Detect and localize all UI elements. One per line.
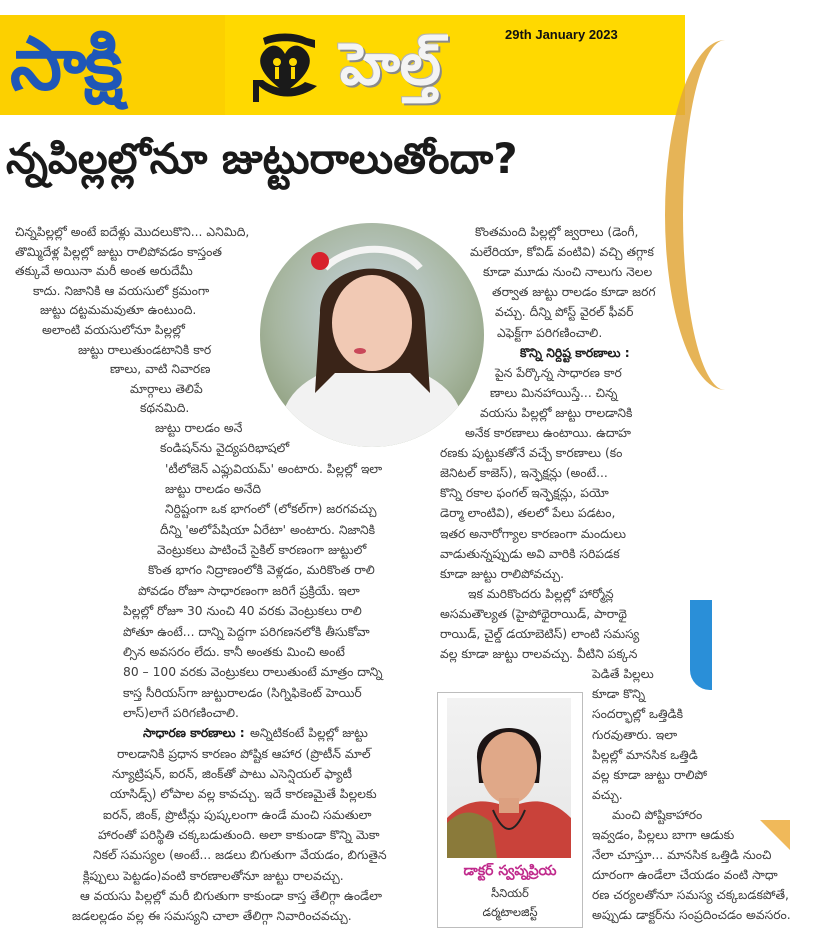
intro-text-line: తొమ్మిదేళ్ల పిల్లల్లో జుట్టు రాలిపోవడం కాస్తంత	[15, 244, 222, 259]
right-text-line: వచ్చు.	[592, 787, 623, 802]
intro-text-line: తక్కువే అయినా మరీ అంత అరుదేమీ	[15, 264, 193, 279]
right-text-line: అసమతౌల్యత (హైపోథైరాయిడ్, పారాథై	[440, 606, 627, 621]
intro-text-line: కాదు. నిజానికి ఆ వయసులో క్రమంగా	[33, 283, 210, 298]
right-text-line: వచ్చు. దీన్ని పోస్ట్ వైరల్ ఫీవర్	[495, 305, 634, 320]
doctor-name: డాక్టర్ స్వప్నప్రియ	[463, 863, 557, 879]
middle-text-line: ఐరన్, జింక్, ప్రొటీన్లు పుష్కలంగా ఉండే మంచి సమతులా	[103, 807, 372, 822]
middle-text-line: కండిషన్‌ను వైద్యపరిభాషలో	[160, 441, 290, 456]
middle-text-line: అన్నిటికంటే పిల్లల్లో జుట్టు	[250, 726, 368, 741]
intro-text-line: కథనమిది.	[140, 401, 190, 416]
intro-text-line: జుట్టు దట్టమమవుతూ ఉంటుంది.	[40, 303, 197, 318]
doctor-photo	[447, 698, 571, 858]
decorative-blue-shape	[690, 600, 712, 690]
right-text-line: రణకు పుట్టుకతోనే వచ్చే కారణాలు (కం	[440, 446, 623, 461]
right-text-line: ఇక మరికొందరు పిల్లల్లో హార్మోన్ల	[468, 586, 614, 601]
right-text-line: నేలా చూస్తూ... మానసిక ఒత్తిడి నుంచి	[592, 848, 772, 863]
middle-text-line: యాసిడ్స్) లోపాల వల్ల కావచ్చు. ఇదే కారణమైతే పిల్లలకు	[110, 787, 377, 802]
doctor-title: సీనియర్	[491, 886, 529, 900]
middle-text-line: జుట్టు రాలడం అనేది	[165, 482, 262, 497]
sakshi-logo: సాక్షి	[10, 21, 121, 107]
middle-text-line: ల్సిన అవసరం లేదు. కానీ అంతకు మించి అంటే	[123, 644, 345, 659]
right-text-line: జెనిటల్ కాజెస్), ఇన్ఫెక్షన్లు (అంటే...	[440, 466, 608, 481]
middle-text-line: నిర్దిష్టంగా ఒక భాగంలో (లోకల్‌గా) జరగవచ్చు	[165, 502, 377, 517]
right-text-line: వల్ల కూడా జుట్టు రాలవచ్చు. వీటిని పక్కన	[440, 647, 638, 662]
right-text-line: దూరంగా ఉండేలా చేయడం వంటి సాధా	[592, 868, 778, 883]
right-text-line: మలేరియా, కోవిడ్ వంటివి) వచ్చి తగ్గాక	[470, 245, 654, 260]
middle-text-line: జుట్టు రాలడం అనే	[155, 421, 243, 435]
intro-text-line: ణాలు, వాటి నివారణ	[110, 362, 211, 377]
right-text-line: రాయిడ్, చైల్డ్ డయాబెటిస్) లాంటి సమస్య	[440, 627, 640, 641]
middle-text-line: 'టీలోజెన్ ఎఫ్లువియమ్' అంటారు. పిల్లల్లో ఇలా	[165, 461, 383, 476]
doctor-specialty: డర్మటాలజిస్ట్	[482, 905, 538, 919]
right-text-line: కూడా జుట్టు రాలిపోవచ్చు.	[440, 566, 565, 581]
intro-text-line: చిన్నపిల్లల్లో అంటే ఐదేళ్లు మొదలుకొని... ఎనిమిది,	[15, 225, 250, 239]
middle-text-line: పోవడం రోజూ సాధారణంగా జరిగే ప్రక్రియే. ఇలా	[138, 583, 360, 598]
right-text-line: గురవుతారు. ఇలా	[592, 727, 678, 742]
middle-text-line: పిల్లల్లో రోజూ 30 నుంచి 40 వరకు వెంట్రుకలు రాలి	[123, 604, 362, 619]
intro-text-line: మార్గాలు తెలిపే	[130, 381, 203, 396]
right-text-line: పెడితే పిల్లలు	[592, 667, 654, 682]
subhead-common-causes: సాధారణ కారణాలు :	[143, 726, 245, 741]
doctor-profile-box	[437, 692, 583, 928]
right-text-line: పైన పేర్కొన్న సాధారణ కార	[495, 365, 622, 380]
right-text-line: అనేక కారణాలు ఉంటాయి. ఉదాహ	[465, 426, 632, 440]
middle-text-line: కొంత భాగం నిద్రాణంలోకి వెళ్లడం, మరికొంత రాలి	[148, 563, 375, 578]
middle-text-line: రాలడానికి ప్రధాన కారణం పోష్టిక ఆహార (ప్రొటీన్ మాల్	[117, 746, 371, 761]
middle-text-line: పోతూ ఉంటే... దాన్ని పెద్దగా పరిగణనలోకి తీసుకోవా	[123, 624, 370, 639]
right-text-line: పిల్లల్లో మానసిక ఒత్తిడి	[592, 747, 698, 762]
middle-text-line: హారంతో పరిస్థితి చక్కబడుతుంది. అలా కాకుండా కొన్ని మెకా	[98, 828, 380, 842]
middle-text-line: లాస్)లాగే పరిగణించాలి.	[123, 705, 239, 720]
right-text-line: వాడుతున్నప్పుడు అవి వారికి సరిపడక	[440, 546, 620, 561]
publication-date: 29th January 2023	[505, 27, 618, 42]
section-title-health: హెల్త్	[340, 30, 442, 98]
middle-text-line: న్యూట్రిషన్, ఐరన్, జింక్‌తో పాటు ఎసెన్షియల్ ఫ్యాటీ	[112, 766, 353, 781]
right-text-line: ఇతర అనారోగ్యాల కారణంగా మందులు	[440, 526, 627, 541]
health-care-hand-heart-icon	[245, 30, 325, 105]
right-text-line: కూడా కొన్ని	[592, 687, 646, 702]
right-text-line: వల్ల కూడా జుట్టు రాలిపో	[592, 767, 708, 782]
child-photo	[260, 223, 484, 447]
middle-text-line: 80 – 100 వరకు వెంట్రుకలు రాలుతుంటే మాత్రం దాన్ని	[123, 665, 383, 680]
intro-text-line: జుట్టు రాలుతుండటానికి కార	[78, 342, 212, 357]
right-text-line: తర్వాత జుట్టు రాలడం కూడా జరగ	[492, 285, 656, 300]
right-text-line: కొన్ని రకాల ఫంగల్ ఇన్ఫెక్షన్లు, పయో	[440, 486, 609, 501]
right-text-line: రణ చర్యలతోనూ సమస్య చక్కబడకపోతే,	[592, 888, 789, 903]
decorative-arc	[665, 40, 785, 390]
right-text-line: ణాలు మినహాయిస్తే... చిన్న	[490, 385, 618, 400]
right-text-line: వయసు పిల్లల్లో జుట్టు రాలడానికి	[480, 405, 633, 420]
right-text-line: అప్పుడు డాక్టర్‌ను సంప్రదించడం అవసరం.	[592, 908, 791, 923]
right-text-line: ఇవ్వడం, పిల్లలు బాగా ఆడుకు	[592, 828, 735, 842]
right-text-line: కూడా మూడు నుంచి నాలుగు నెలల	[483, 265, 653, 280]
subhead-specific-causes: కొన్ని నిర్దిష్ట కారణాలు :	[520, 345, 630, 360]
right-text-line: కొంతమంది పిల్లల్లో జ్వరాలు (డెంగీ,	[475, 225, 639, 239]
right-text-line: సందర్భాల్లో ఒత్తిడికి	[592, 707, 684, 722]
middle-text-line: కాస్త సీరియస్‌గా జుట్టురాలడం (సిగ్నిఫికెంట్ హెయిర్	[123, 685, 362, 700]
middle-text-line: క్లిప్పులు పెట్టడం)వంటి కారణాలతోనూ జుట్టు రాలవచ్చు.	[83, 868, 344, 883]
middle-text-line: ఆ వయసు పిల్లల్లో మరీ బిగుతుగా కాకుండా కాస్త తేలిగ్గా ఉండేలా	[80, 889, 383, 904]
article-headline: న్నపిల్లల్లోనూ జుట్టురాలుతోందా?	[6, 134, 518, 183]
middle-text-line: వెంట్రుకలు పాటించే సైకిల్ కారణంగా జుట్టులో	[157, 543, 367, 558]
middle-text-line: దీన్ని 'అలోపేషియా ఏరేటా' అంటారు. నిజానికి	[160, 522, 376, 537]
intro-text-line: అలాంటి వయసులోనూ పిల్లల్లో	[42, 323, 185, 337]
right-text-line: డెర్మా లాంటివి), తలలో పేలు పడటం,	[440, 506, 616, 521]
middle-text-line: జడలల్లడం వల్ల ఈ సమస్యని చాలా తేలిగ్గా నివారించవచ్చు.	[72, 909, 352, 924]
right-text-line: మంచి పోష్టికాహారం	[612, 807, 703, 822]
right-text-line: ఎఫెక్ట్‌గా పరిగణించాలి.	[497, 325, 603, 340]
middle-text-line: నికల్ సమస్యల (అంటే... జడలు బిగుతుగా వేయడం, బిగుతైన	[93, 848, 387, 863]
